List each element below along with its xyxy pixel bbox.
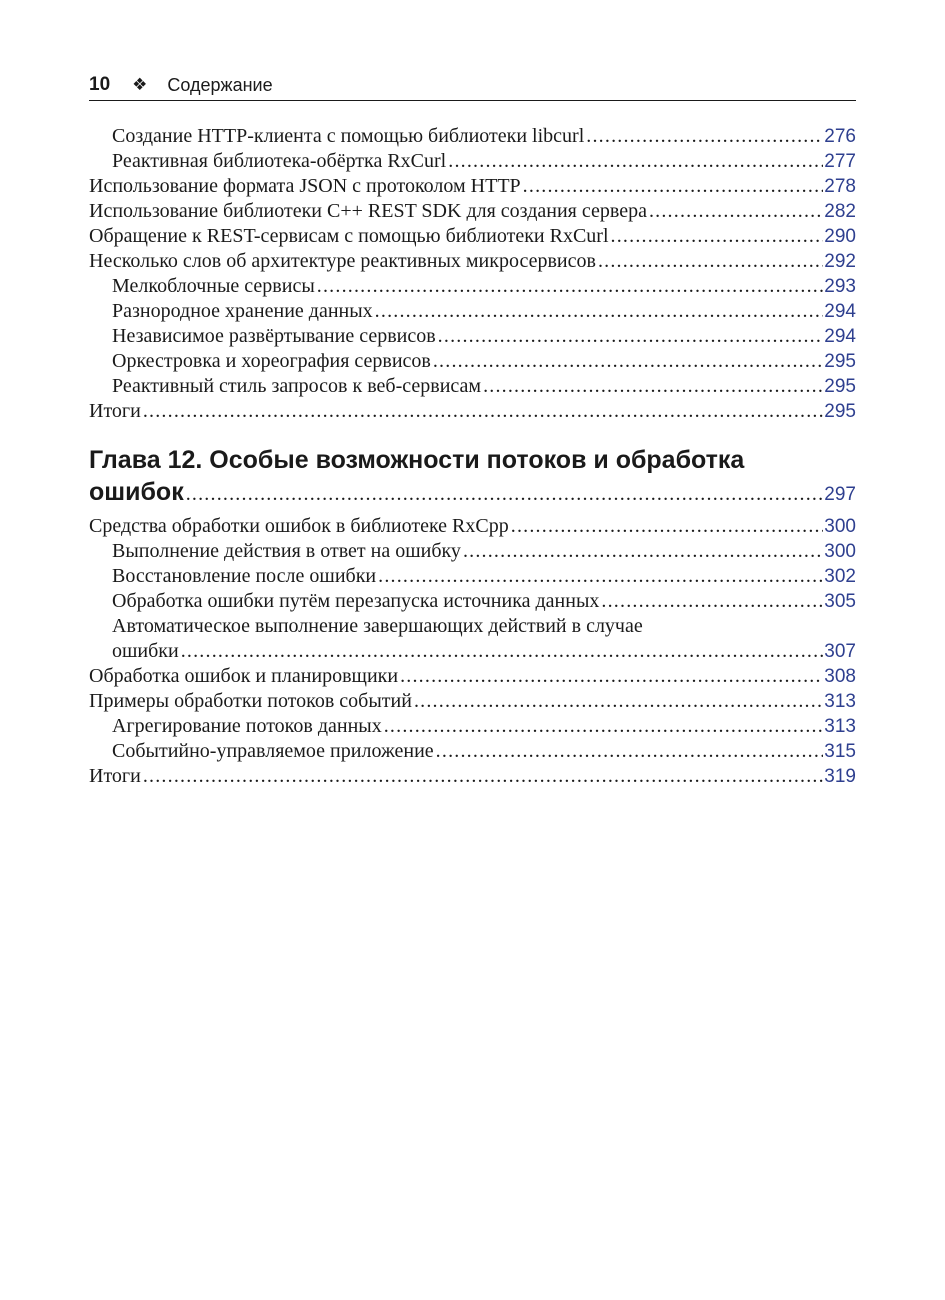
toc-entry[interactable] xyxy=(89,589,856,614)
toc-entry-title: Средства обработки ошибок в библиотеке RxCpp xyxy=(89,515,509,537)
toc-entry-title: Обращение к REST-сервисам с помощью библиотеки RxCurl xyxy=(89,225,609,247)
toc-entry-line xyxy=(112,639,856,664)
toc-entry[interactable] xyxy=(89,149,856,174)
toc-entry[interactable] xyxy=(89,399,856,424)
dot-leader xyxy=(523,174,824,199)
toc-entry[interactable] xyxy=(89,224,856,249)
toc-entry[interactable] xyxy=(89,199,856,224)
dot-leader xyxy=(598,249,823,274)
dot-leader xyxy=(378,564,823,589)
toc-entry-page: 294 xyxy=(824,301,856,322)
toc-entry-title: Реактивная библиотека-обёртка RxCurl xyxy=(112,150,447,172)
toc-entry-page: 290 xyxy=(824,226,856,247)
toc-entry-page: 302 xyxy=(824,566,856,587)
toc-entry-page: 282 xyxy=(824,201,856,222)
toc-entry-title: Несколько слов об архитектуре реактивных микросервисов xyxy=(89,250,596,272)
toc-entry[interactable] xyxy=(89,249,856,274)
toc-entry-wrapped xyxy=(89,614,856,664)
toc-entry[interactable] xyxy=(89,739,856,764)
toc-entry-page: 292 xyxy=(824,251,856,272)
toc-entry[interactable] xyxy=(89,764,856,789)
toc-entry-page: 295 xyxy=(824,401,856,422)
toc-entry-page: 300 xyxy=(824,516,856,537)
toc-entry-page: 293 xyxy=(824,276,856,297)
dot-leader xyxy=(317,274,824,299)
toc-entry-title: Реактивный стиль запросов к веб-сервисам xyxy=(112,375,482,397)
toc-entry-page: 315 xyxy=(824,741,856,762)
toc-entry-title: Обработка ошибок и планировщики xyxy=(89,665,399,687)
toc-entry-title: Мелкоблочные сервисы xyxy=(112,275,315,297)
chapter-heading xyxy=(89,444,856,507)
toc-entry[interactable] xyxy=(89,299,856,324)
dot-leader xyxy=(436,739,824,764)
dot-leader xyxy=(649,199,823,224)
dot-leader xyxy=(375,299,824,324)
toc-entry-page: 278 xyxy=(824,176,856,197)
book-page xyxy=(89,70,856,789)
dot-leader xyxy=(433,349,823,374)
toc-entry-title: Примеры обработки потоков событий xyxy=(89,690,412,712)
dot-leader xyxy=(511,514,824,539)
toc-entry-title: Автоматическое выполнение завершающих действий в случае xyxy=(112,615,643,637)
toc-section xyxy=(89,514,856,614)
dot-leader xyxy=(143,764,823,789)
toc-entry-title: Выполнение действия в ответ на ошибку xyxy=(112,540,461,562)
toc-entry-title: Использование библиотеки C++ REST SDK для создания сервера xyxy=(89,200,647,222)
toc-entry-title: Агрегирование потоков данных xyxy=(112,715,382,737)
toc-entry-page: 305 xyxy=(824,591,856,612)
toc-entry-page: 319 xyxy=(824,766,856,787)
toc-entry[interactable] xyxy=(89,689,856,714)
dot-leader xyxy=(448,149,823,174)
toc-entry-title: Событийно-управляемое приложение xyxy=(112,740,434,762)
toc-entry[interactable] xyxy=(89,374,856,399)
chapter-title-line2: ошибок xyxy=(89,478,184,506)
toc-entry-title-cont: ошибки xyxy=(112,640,179,662)
dot-leader xyxy=(463,539,823,564)
toc-entry[interactable] xyxy=(89,664,856,689)
toc-entry-page: 313 xyxy=(824,691,856,712)
toc-entry[interactable] xyxy=(89,274,856,299)
dot-leader xyxy=(384,714,824,739)
dot-leader xyxy=(414,689,823,714)
running-header-title: Содержание xyxy=(167,74,273,95)
dot-leader xyxy=(601,589,823,614)
toc-entry-page: 307 xyxy=(824,641,856,662)
toc-entry-title: Оркестровка и хореография сервисов xyxy=(112,350,431,372)
dot-leader xyxy=(611,224,824,249)
toc-entry[interactable] xyxy=(89,514,856,539)
toc-entry[interactable] xyxy=(89,124,856,149)
dot-leader xyxy=(143,399,823,424)
dot-leader xyxy=(586,124,823,149)
toc-entry-title: Создание HTTP-клиента с помощью библиотеки libcurl xyxy=(112,125,585,147)
chapter-page-number: 297 xyxy=(824,484,856,505)
toc-entry-page: 276 xyxy=(824,126,856,147)
toc-entry-title: Независимое развёртывание сервисов xyxy=(112,325,436,347)
toc-entry-page: 295 xyxy=(824,351,856,372)
toc-entry[interactable] xyxy=(89,174,856,199)
toc-entry-title: Разнородное хранение данных xyxy=(112,300,373,322)
toc-entry[interactable] xyxy=(89,564,856,589)
toc-entry-page: 294 xyxy=(824,326,856,347)
toc-entry[interactable] xyxy=(89,324,856,349)
toc-entry-page: 295 xyxy=(824,376,856,397)
toc-entry-title: Использование формата JSON с протоколом HTTP xyxy=(89,175,521,197)
table-of-contents xyxy=(89,124,856,789)
ornament-icon: ❖ xyxy=(132,75,148,94)
page-number: 10 xyxy=(89,74,111,95)
toc-entry[interactable] xyxy=(89,349,856,374)
toc-entry-title: Обработка ошибки путём перезапуска источника данных xyxy=(112,590,600,612)
running-header xyxy=(89,70,856,101)
toc-entry-title: Итоги xyxy=(89,765,141,787)
toc-entry-title: Итоги xyxy=(89,400,141,422)
dot-leader xyxy=(483,374,823,399)
toc-entry-title: Восстановление после ошибки xyxy=(112,565,377,587)
toc-entry-line xyxy=(112,614,856,639)
toc-section xyxy=(89,664,856,789)
dot-leader xyxy=(438,324,824,349)
chapter-title-line1: Глава 12. Особые возможности потоков и обработка xyxy=(89,446,745,474)
dot-leader xyxy=(181,639,824,664)
toc-entry-page: 300 xyxy=(824,541,856,562)
toc-section xyxy=(89,124,856,424)
toc-entry[interactable] xyxy=(89,539,856,564)
toc-entry-page: 277 xyxy=(824,151,856,172)
toc-entry-page: 313 xyxy=(824,716,856,737)
toc-entry[interactable] xyxy=(89,714,856,739)
dot-leader xyxy=(186,479,824,509)
chapter-title-row xyxy=(89,477,856,507)
dot-leader xyxy=(400,664,823,689)
toc-entry-page: 308 xyxy=(824,666,856,687)
